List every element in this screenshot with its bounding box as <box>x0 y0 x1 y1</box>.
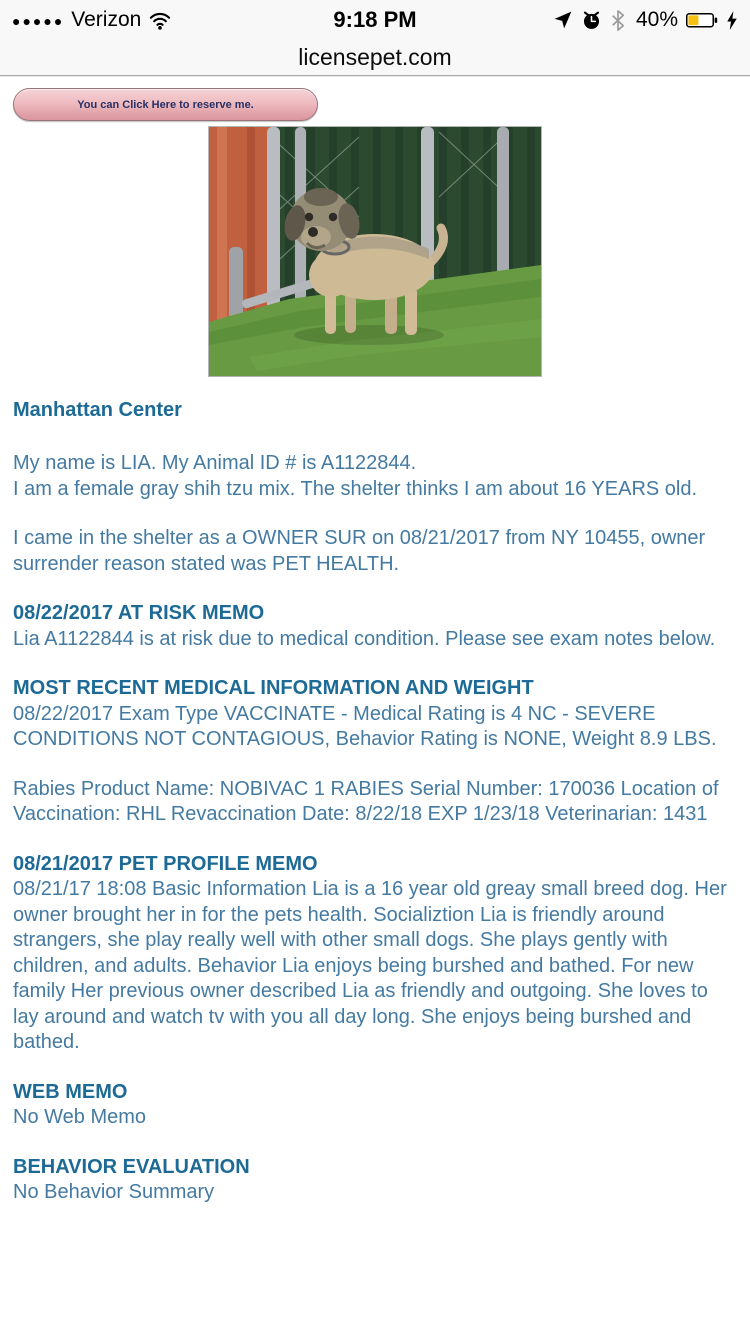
intro-line-2: I am a female gray shih tzu mix. The shelter thinks I am about 16 YEARS old. <box>13 477 698 500</box>
section-heading: BEHAVIOR EVALUATION <box>13 1155 250 1178</box>
wifi-icon <box>148 10 172 30</box>
section-behavior-evaluation <box>13 1155 737 1206</box>
battery-icon <box>686 13 718 28</box>
carrier-label: Verizon <box>71 8 142 31</box>
arrival-paragraph: I came in the shelter as a OWNER SUR on 08/21/2017 from NY 10455, owner surrender reason stated was PET HEALTH. <box>13 527 706 575</box>
alarm-clock-icon <box>581 10 602 31</box>
url-domain-label: licensepet.com <box>298 44 452 70</box>
status-right <box>553 8 738 32</box>
section-pet-profile-memo <box>13 852 737 1056</box>
section-heading: 08/21/2017 PET PROFILE MEMO <box>13 852 318 875</box>
charging-bolt-icon <box>726 11 738 30</box>
url-bar[interactable] <box>0 40 750 75</box>
intro-line-1: My name is LIA. My Animal ID # is A1122844. <box>13 452 417 474</box>
clock-label: 9:18 PM <box>333 7 417 32</box>
battery-percent-label: 40% <box>635 8 678 31</box>
location-arrow-icon <box>553 10 573 30</box>
section-paragraph: 08/21/17 18:08 Basic Information Lia is a 16 year old greay small breed dog. Her owner brought her in for the pets health. Socializtion Lia is friendly around strangers, she play really well with other small dogs. She plays gently with children, and adults. Behavior Lia enjoys being burshed and bathed. For new family Her previous owner described Lia as friendly and outgoing. She loves to lay around and watch tv with you all day long. She enjoys being burshed and bathed. <box>13 878 727 1053</box>
cell-signal-icon: ●●●●● <box>12 13 65 29</box>
section-heading: MOST RECENT MEDICAL INFORMATION AND WEIGHT <box>13 677 534 699</box>
intro-paragraph <box>13 451 737 502</box>
bluetooth-icon <box>610 10 626 31</box>
section-paragraph: No Behavior Summary <box>13 1181 215 1203</box>
center-heading: Manhattan Center <box>13 399 182 421</box>
section-paragraph: No Web Memo <box>13 1106 147 1128</box>
browser-chrome <box>0 0 750 76</box>
section-medical-info <box>13 676 737 828</box>
section-paragraph: 08/22/2017 Exam Type VACCINATE - Medical Rating is 4 NC - SEVERE CONDITIONS NOT CONTAGIOUS, Behavior Rating is NONE, Weight 8.9 LBS. <box>13 702 717 750</box>
section-heading: WEB MEMO <box>13 1080 128 1103</box>
section-paragraph: Lia A1122844 is at risk due to medical condition. Please see exam notes below. <box>13 627 716 650</box>
section-web-memo <box>13 1080 737 1131</box>
reserve-button[interactable]: You can Click Here to reserve me. <box>13 88 318 121</box>
status-bar <box>0 0 750 40</box>
section-heading: 08/22/2017 AT RISK MEMO <box>13 602 265 624</box>
status-left <box>12 8 172 32</box>
page-content <box>0 76 750 1206</box>
pet-photo <box>208 126 542 377</box>
rabies-paragraph: Rabies Product Name: NOBIVAC 1 RABIES Serial Number: 170036 Location of Vaccination: RHL Revaccination Date: 8/22/18 EXP 1/23/18 Veterinarian: 1431 <box>13 777 719 825</box>
section-at-risk-memo <box>13 601 737 652</box>
